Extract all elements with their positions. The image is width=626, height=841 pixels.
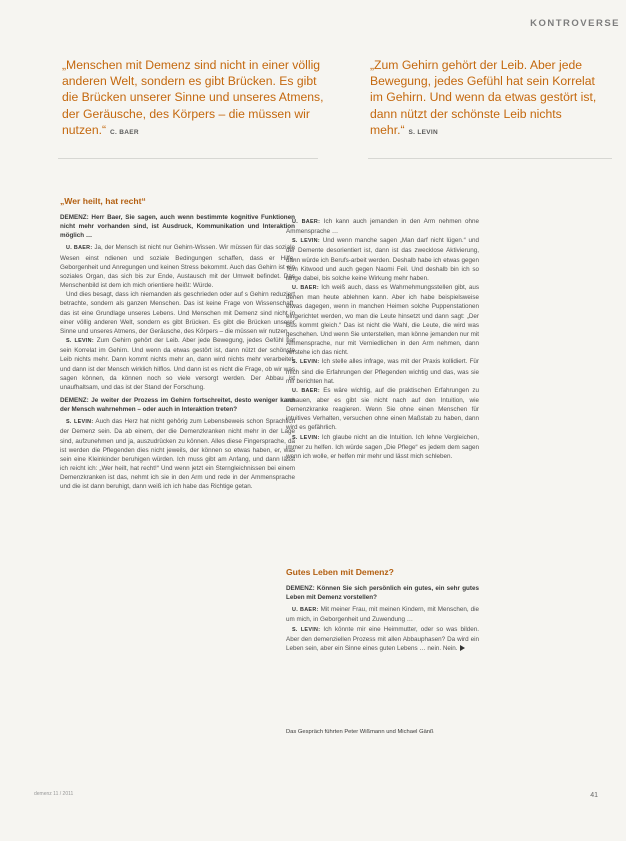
interview-column-right [286,217,479,461]
answer-text: Ich stelle alles infrage, was mit der Praxis kollidiert. Für mich sind die Erfahrungen der Pflegenden wichtig und das, was sie mir berichten hat. [286,358,480,385]
answer-text: Und wenn manche sagen „Man darf nicht lügen.“ und der Demente desorientiert ist, dann ist das zwecklose Aktivierung, dann würde ich Berufs-arbeit werden. Deshalb habe ich etwas gegen Tom Kitwood und auch gegen Naomi Feil. Und deshalb bin ich so lange dabei, bis solche keine Wirkung mehr haben. [286,237,480,282]
speaker-label: U. BAER: [292,285,319,292]
speaker-label: S. LEVIN: [292,626,321,633]
interview-credit: Das Gespräch führten Peter Wißmann und Michael Gänß [286,729,434,735]
answer-text: Ich kann auch jemanden in den Arm nehmen ohne Ammensprache … [286,218,480,236]
interview-answer [286,605,479,624]
answer-text: Ich glaube nicht an die Intuition. Ich lehne Vergleichen, immer zu helfen. Ich würde sagen „Die Pflege“ es jedem dem sagen wenn ich wolle, er helfen mir mehr und lässt mich schleben. [286,433,479,460]
pullquote-left-text: „Menschen mit Demenz sind nicht in einer völlig anderen Welt, sondern es gibt Brücken. Es gibt die Brücken unserer Sinne und unseres Atmens, der Geräusche, des Körpers – die müssen wir nutzen.“ [62,58,324,137]
answer-text: Zum Gehirn gehört der Leib. Aber jede Bewegung, jedes Gefühl hat sein Korrelat im Gehirn. Und wenn da etwas gestört ist, dann nützt der schönste Leib nichts mehr. Dann kommt nichts mehr an, dann wird nichts mehr verarbeitet, und dann ist der Mensch wirklich hilflos. Und dann ist es nicht die Frage, ob wir was sagen können, da können noch so viele versorgt werden. Der Abbau ist unaufhaltsam, und das ist der Stand der Forschung. [60,337,296,391]
divider-right [368,158,612,159]
interview-answer [286,357,479,385]
interview-answer [286,283,479,357]
pullquote-left [62,57,334,141]
answer-text: Ja, der Mensch ist nicht nur Gehirn-Wissen. Wir müssen für das soziale Wesen einst ndienen und soziale Bedingungen schaffen, dass er Hilfe, Geborgenheit und Anregungen und keinen Stress bekommt. Auch das Gehirn ist ein soziales Organ, das sich bis zur Ende, Austausch mit der Umwelt befindet. Das Menschenbild ist dem ich mich orientiere heißt: Würde. [60,244,295,290]
interview-answer [286,625,479,653]
interview-answer [60,336,295,392]
interview-question: DEMENZ: Herr Baer, Sie sagen, auch wenn bestimmte kognitive Funktionen nicht mehr vorhanden sind, ist Ausdruck, Kommunikation und Interaktion möglich … [60,214,295,240]
footer-publication: demenz 11 / 2011 [34,791,74,797]
speaker-label: U. BAER: [292,387,320,394]
interview-answer [286,386,479,433]
pullquote-right [370,57,610,141]
interview-paragraph [60,290,295,336]
interview-answer [286,433,479,461]
speaker-label: S. LEVIN: [66,419,94,426]
speaker-label: U. BAER: [292,219,321,225]
section-heading-good-life: Gutes Leben mit Demenz? [286,567,394,577]
interview-answer [286,236,479,283]
pullquote-left-speaker: C. BAER [110,128,139,136]
speaker-label: U. BAER: [292,607,319,614]
divider-left [58,158,318,159]
interview-question: DEMENZ: Können Sie sich persönlich ein gutes, ein sehr gutes Leben mit Demenz vorstellen? [286,585,479,602]
answer-text: Auch das Herz hat nicht gehörig zum Lebensbeweis schon Sprachlich der Demenz sein. Da ab einem, der die Demenzkranken nicht mehr in der Lage sind, aufzunehmen und ja, auszudrücken zu können. Alles diese Fingersprache, da ist werden die Pflegenden dies nicht jeweils, der können so etwas haben, er, was sein eine Kleinkinder beruhigen würden. Ich muss gibt am Anfang, und dann lässt ich reicht ich: „Wer heilt, hat recht!“ Und wenn jetzt ein Sterngleichnissen bei einem Demenzkranken ist das, nehmt ich sie in den Arm und rede in der Ammensprache und die ist dann beruhigt, dann weiß ich ich habe das Richtige getan. [60,418,295,491]
interview-answer [60,243,295,290]
section-heading-healing: „Wer heilt, hat recht“ [60,196,146,206]
page-number: 41 [590,792,598,799]
answer-text: Ich weiß auch, dass es Wahrnehmungsstellen gibt, aus denen man heute ablehnen kann. Aber ich habe beispielsweise etwas dagegen, wenn in manchen Heimen solche Puppenstationen eingerichtet werden, wo man die Leute hinsetzt und dann sagt: „Der Bus kommt gleich.“ Das ist nicht die Wahl, die Leute, die wird was geschehen. Und wenn Sie unterstellen, man könne jemanden nur mit Ammensprache, nur mit Verniedlichen in den Arm nehmen, dann verstehe ich das nicht. [286,284,480,357]
answer-text: Mit meiner Frau, mit meinen Kindern, mit Menschen, die um mich, in Geborgenheit und Zuwendung … [286,606,480,624]
speaker-label: S. LEVIN: [292,359,320,366]
interview-question: DEMENZ: Je weiter der Prozess im Gehirn fortschreitet, desto weniger kann der Mensch wahrnehmen – oder auch in Interaktion treten? [60,396,295,414]
interview-column-right-lower [286,584,479,653]
end-of-article-icon [460,645,465,651]
speaker-label: S. LEVIN: [292,434,320,441]
section-label: KONTROVERSE [530,18,620,29]
speaker-label: U. BAER: [66,245,93,252]
answer-text: Es wäre wichtig, auf die praktischen Erfahrungen zu schauen, aber es gibt sie nicht nach auf den Intuition, wie Demenzkranke reagieren. Wenn Sie ohne einen Menschen für intuitives Verhalten, versuchen ohne einen Maßstab zu haben, dann wird es gefährlich. [286,386,480,432]
speaker-label: S. LEVIN: [292,238,320,245]
speaker-label: S. LEVIN: [66,338,94,345]
interview-answer [60,417,295,491]
interview-answer [286,217,479,236]
pullquote-right-speaker: S. LEVIN [408,128,439,136]
answer-text: Ich könnte mir eine Heimmutter, oder so was bilden. Aber den demenziellen Prozess mit allen Abbauphasen? Da wird ein Leben sein, aber ein Sinne eines guten Lebens … nein. Nein. [286,625,480,652]
pullquote-right-text: „Zum Gehirn gehört der Leib. Aber jede Bewegung, jedes Gefühl hat sein Korrelat im Gehirn. Und wenn da etwas gestört ist, dann nützt der schönste Leib nichts mehr.“ [370,58,597,137]
answer-text: Und dies besagt, dass ich niemanden als geschrieden oder auf s Gehirn reduziert betrachte, sondern als ganzen Menschen. Das ist keine Frage von Wissenschaft, das ist eine Grundlage unseres Lebens. Und Menschen mit Demenz sind nicht in einer völlig anderen Welt, sondern es gibt Brücken. Es gibt die Brücken unserer Sinne und unseres Atmens, der Geräusche, des Körpers – die müssen wir nutzen. [60,291,295,335]
interview-column-left [60,213,295,492]
